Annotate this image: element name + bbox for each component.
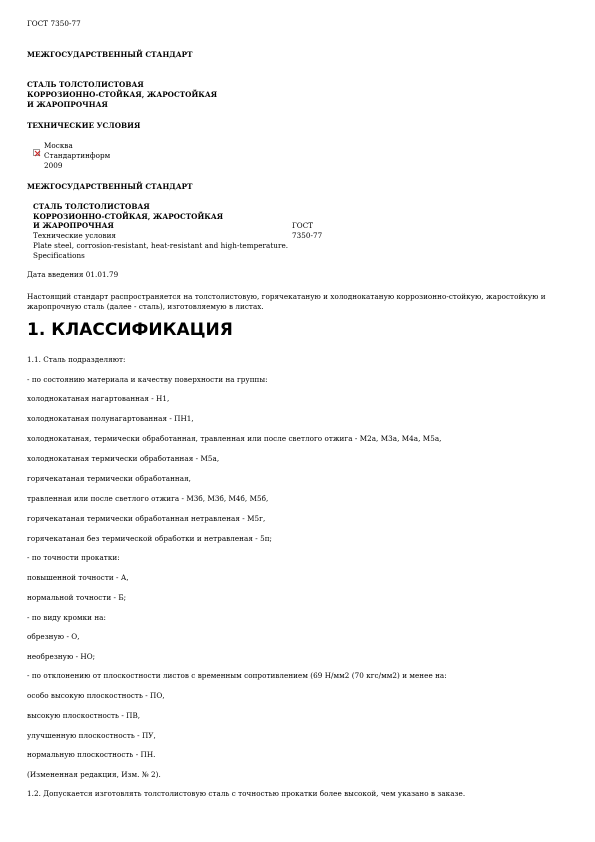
title-line-1: СТАЛЬ ТОЛСТОЛИСТОВАЯ — [27, 80, 144, 89]
paragraph: особо высокую плоскостность - ПО, — [27, 691, 165, 700]
paragraph: улучшенную плоскостность - ПУ, — [27, 731, 156, 740]
paragraph: травленная или после светлого отжига - М3б, М3б, М4б, М5б, — [27, 494, 269, 503]
publisher-year: 2009 — [44, 161, 63, 170]
paragraph: горячекатаная без термической обработки и нетравленая - 5п; — [27, 534, 273, 543]
english-spec: Specifications — [33, 251, 85, 260]
paragraph: - по отклонению от плоскостности листов с временным сопротивлением (69 Н/мм2 (70 кгс/мм2) и менее на: — [27, 671, 447, 680]
publisher-city: Москва — [44, 141, 73, 150]
paragraph: высокую плоскостность - ПВ, — [27, 711, 141, 720]
english-title: Plate steel, corrosion-resistant, heat-resistant and high-temperature. — [33, 241, 289, 250]
paragraph: холоднокатаная полунагартованная - ПН1, — [27, 414, 194, 423]
paragraph: повышенной точности - А, — [27, 573, 129, 582]
doc-code: ГОСТ 7350-77 — [27, 19, 81, 28]
standard-type: МЕЖГОСУДАРСТВЕННЫЙ СТАНДАРТ — [27, 50, 193, 59]
paragraph: - по состоянию материала и качеству поверхности на группы: — [27, 375, 268, 384]
title2-line-1: СТАЛЬ ТОЛСТОЛИСТОВАЯ — [33, 202, 150, 211]
paragraph: нормальную плоскостность - ПН. — [27, 750, 156, 759]
paragraph: необрезную - НО; — [27, 652, 96, 661]
gost-number: 7350-77 — [292, 231, 323, 240]
title-line-2: КОРРОЗИОННО-СТОЙКАЯ, ЖАРОСТОЙКАЯ — [27, 90, 218, 99]
paragraph: холоднокатаная, термически обработанная, травленная или после светлого отжига - М2а, М3а, М4а, М5а, — [27, 434, 442, 443]
scope-paragraph: Настоящий стандарт распространяется на толстолистовую, горячекатаную и холоднокатаную коррозионно-стойкую, жаростойкую и жаропрочную сталь (далее - сталь), изготовляемую в листах. — [27, 292, 546, 311]
paragraph: 1.2. Допускается изготовлять толстолистовую сталь с точностью прокатки более высокой, чем указано в заказе. — [27, 789, 466, 798]
paragraph: холоднокатаная нагартованная - Н1, — [27, 394, 170, 403]
title2-line-3: И ЖАРОПРОЧНАЯ — [33, 221, 114, 230]
paragraph: горячекатаная термически обработанная, — [27, 474, 192, 483]
paragraph: горячекатаная термически обработанная нетравленая - М5г, — [27, 514, 266, 523]
publisher-name: Стандартинформ — [44, 151, 111, 160]
paragraph: (Измененная редакция, Изм. № 2). — [27, 770, 161, 779]
broken-image-icon — [33, 149, 40, 156]
title-line-3: И ЖАРОПРОЧНАЯ — [27, 100, 108, 109]
paragraph: - по виду кромки на: — [27, 613, 106, 622]
spec-title: ТЕХНИЧЕСКИЕ УСЛОВИЯ — [27, 121, 141, 130]
intro-date: Дата введения 01.01.79 — [27, 270, 119, 279]
paragraph: нормальной точности - Б; — [27, 593, 127, 602]
paragraph: - по точности прокатки: — [27, 553, 120, 562]
gost-label: ГОСТ — [292, 221, 314, 230]
title2-line-2: КОРРОЗИОННО-СТОЙКАЯ, ЖАРОСТОЙКАЯ — [33, 212, 224, 221]
standard-type-2: МЕЖГОСУДАРСТВЕННЫЙ СТАНДАРТ — [27, 182, 193, 191]
section-title: 1. КЛАССИФИКАЦИЯ — [27, 320, 233, 340]
paragraph: обрезную - О, — [27, 632, 80, 641]
paragraph: 1.1. Сталь подразделяют: — [27, 355, 126, 364]
subtitle: Технические условия — [33, 231, 117, 240]
paragraph: холоднокатаная термически обработанная - М5а, — [27, 454, 220, 463]
